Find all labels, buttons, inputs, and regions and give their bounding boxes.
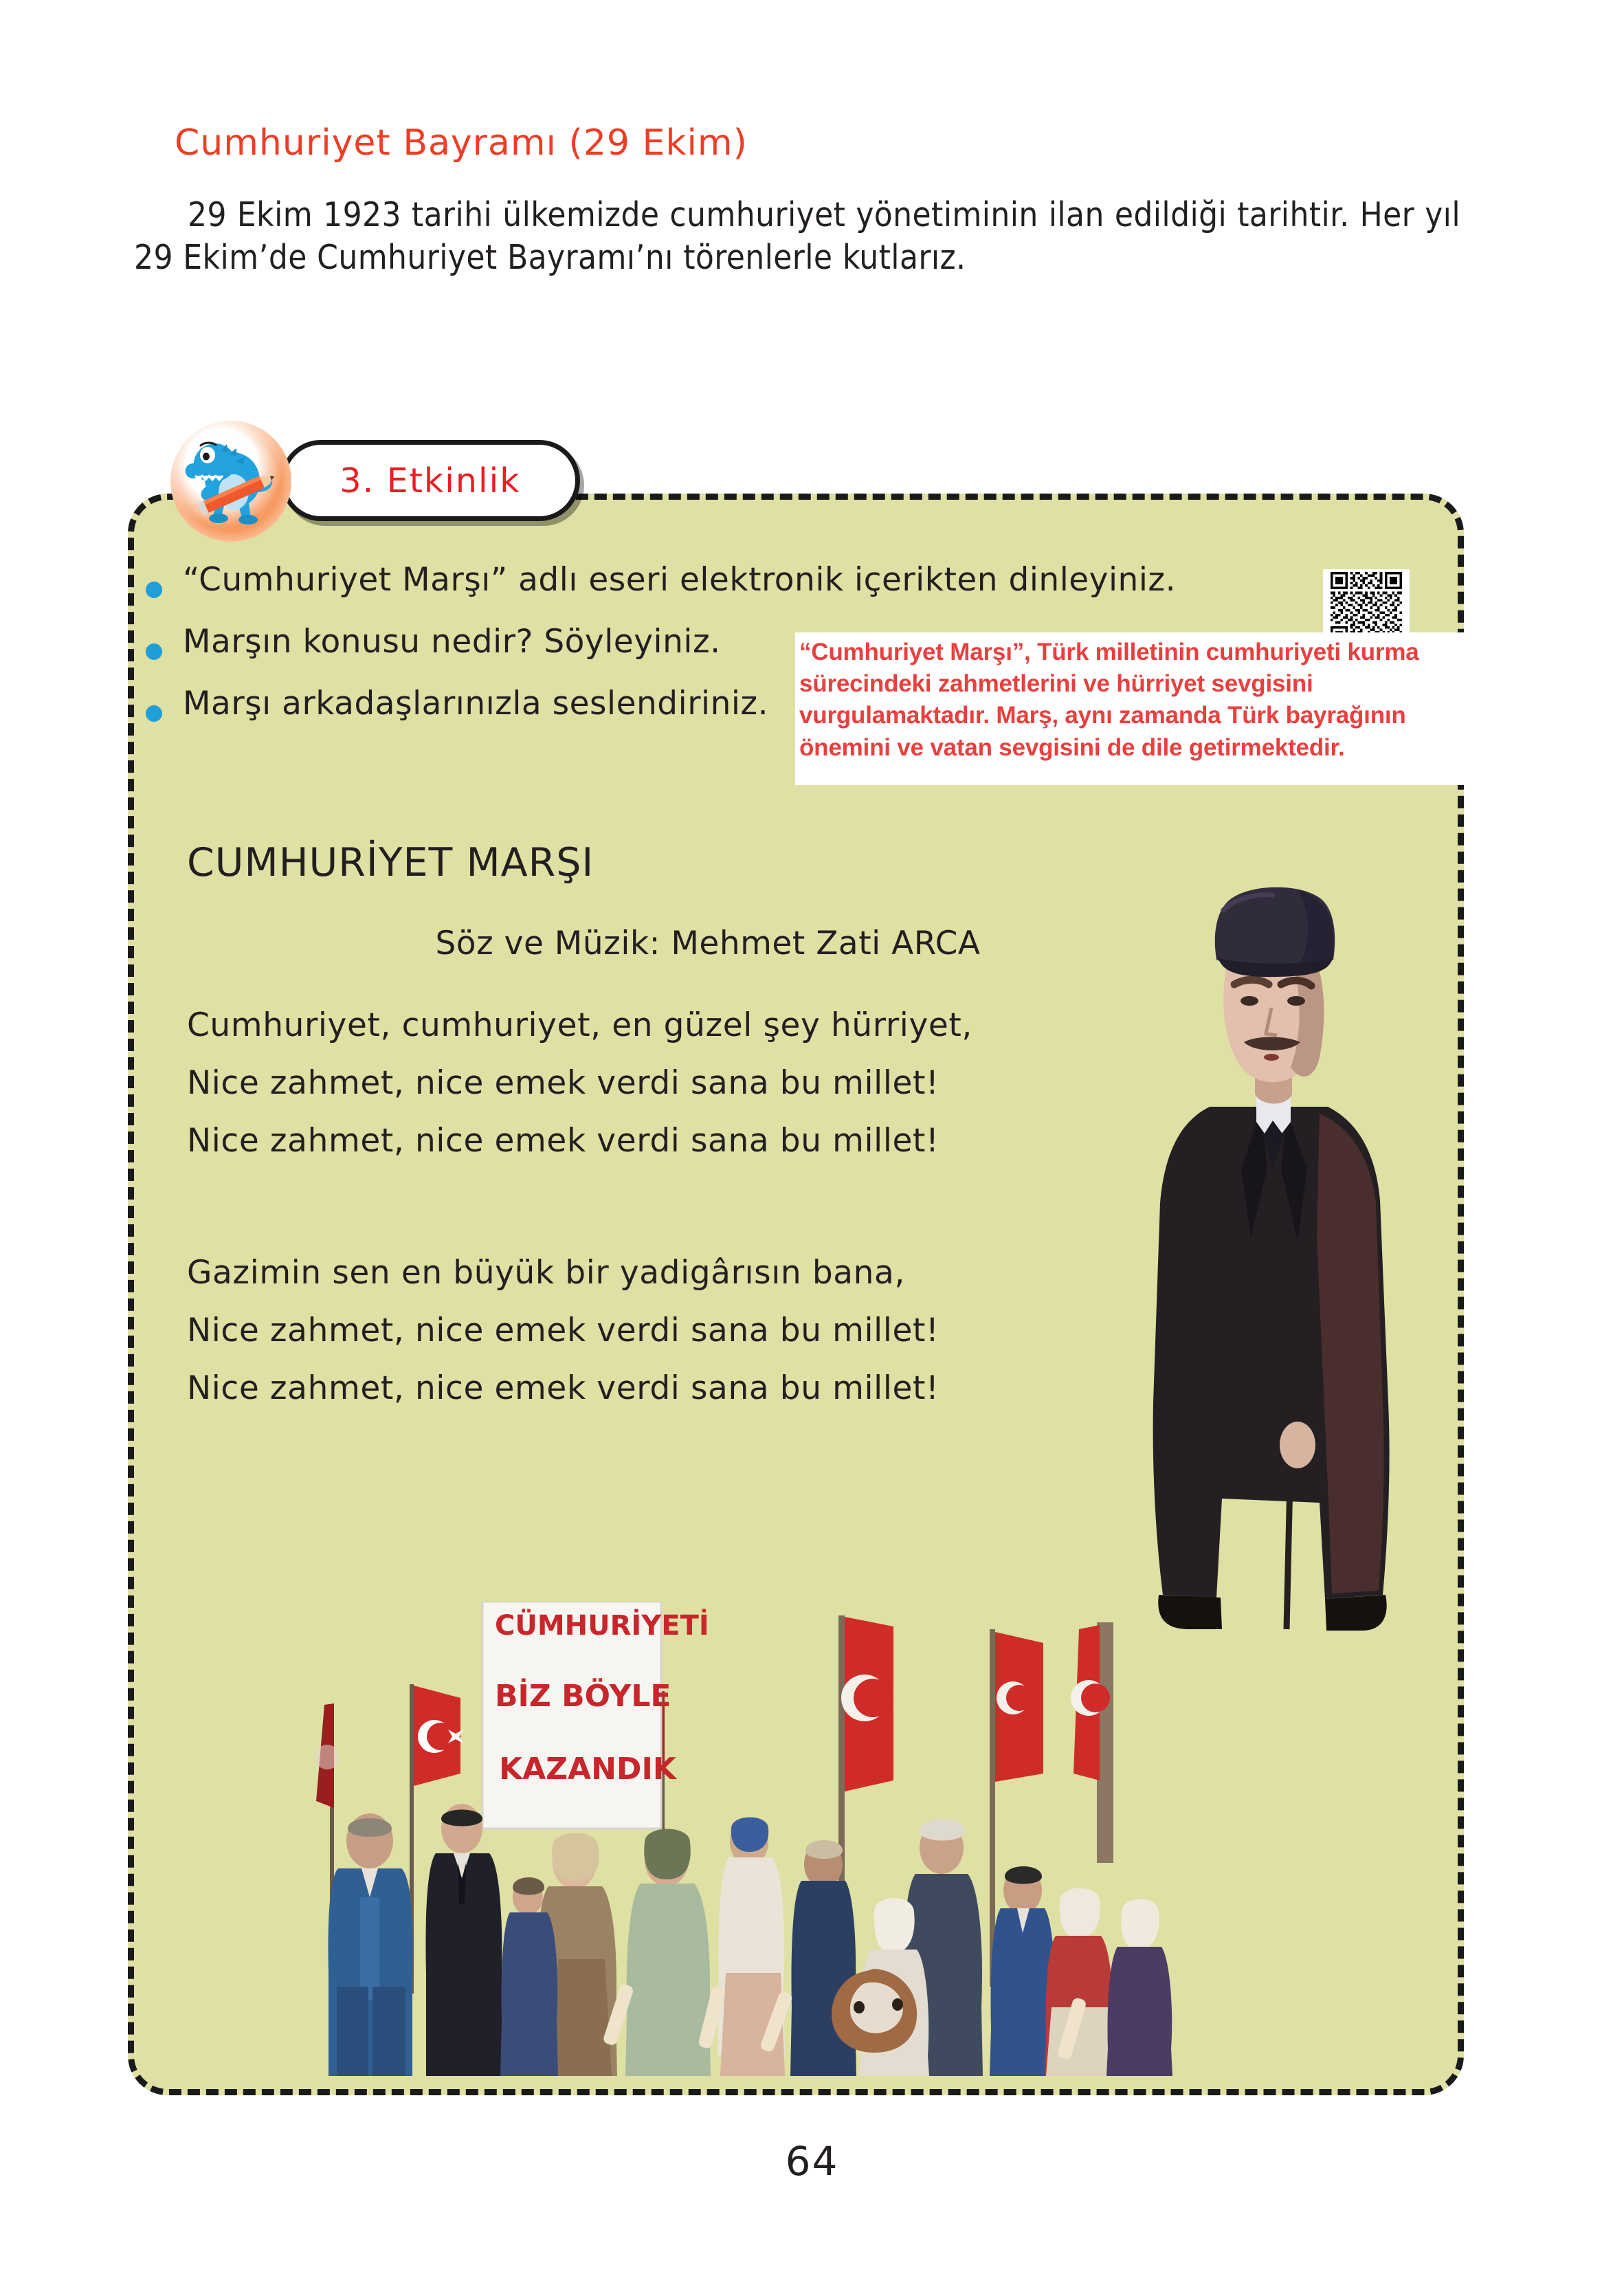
bullet-dot-icon	[146, 582, 162, 598]
anthem-credit: Söz ve Müzik: Mehmet Zati ARCA	[435, 925, 981, 962]
dinosaur-with-pencil-icon	[170, 421, 291, 542]
bullet-text: Marşı arkadaşlarınızla seslendiriniz.	[183, 685, 769, 722]
bullet-text: “Cumhuriyet Marşı” adlı eseri elektronik içerikten dinleyiniz.	[183, 561, 1177, 599]
annotation-overlay	[795, 632, 1505, 785]
bullet-dot-icon	[146, 643, 162, 660]
svg-text:KAZANDIK: KAZANDIK	[499, 1752, 676, 1787]
anthem-lyrics	[187, 997, 1108, 1417]
svg-text:CÜMHURİYETİ: CÜMHURİYETİ	[495, 1610, 709, 1642]
verse-gap	[187, 1170, 1108, 1244]
page-title: Cumhuriyet Bayramı (29 Ekim)	[175, 122, 748, 164]
lyric-line: Gazimin sen en büyük bir yadigârısın bana,	[187, 1254, 905, 1292]
bullet-text: Marşın konusu nedir? Söyleyiniz.	[183, 623, 721, 661]
lyric-line: Cumhuriyet, cumhuriyet, en güzel şey hürriyet,	[187, 1006, 972, 1044]
activity-badge-label: 3. Etkinlik	[340, 461, 521, 500]
lyric-line: Nice zahmet, nice emek verdi sana bu millet!	[187, 1122, 939, 1160]
intro-paragraph: 29 Ekim 1923 tarihi ülkemizde cumhuriyet yönetiminin ilan edildiği tarihtir. Her yıl 29 Ekim’de Cumhuriyet Bayramı’nı törenlerle kutlarız.	[134, 195, 1460, 277]
page-number: 64	[785, 2138, 839, 2185]
bullet-dot-icon	[146, 705, 162, 722]
lyric-line: Nice zahmet, nice emek verdi sana bu millet!	[187, 1369, 939, 1407]
activity-badge	[280, 440, 580, 521]
anthem-title: CUMHURİYET MARŞI	[187, 840, 594, 885]
svg-text:BİZ BÖYLE: BİZ BÖYLE	[495, 1679, 671, 1714]
ataturk-portrait	[1113, 880, 1443, 1664]
lyric-line: Nice zahmet, nice emek verdi sana bu millet!	[187, 1064, 939, 1102]
republic-crowd-photo	[289, 1602, 1175, 2076]
annotation-text: “Cumhuriyet Marşı”, Türk milletinin cumhuriyeti kurma sürecindeki zahmetlerini ve hürriyet sevgisini vurgulamaktadır. Marş, aynı zamanda Türk bayrağının önemini ve vatan sevgisini de dile getirmektedir.	[799, 639, 1419, 761]
lyric-line: Nice zahmet, nice emek verdi sana bu millet!	[187, 1312, 939, 1349]
list-item	[146, 562, 1383, 615]
